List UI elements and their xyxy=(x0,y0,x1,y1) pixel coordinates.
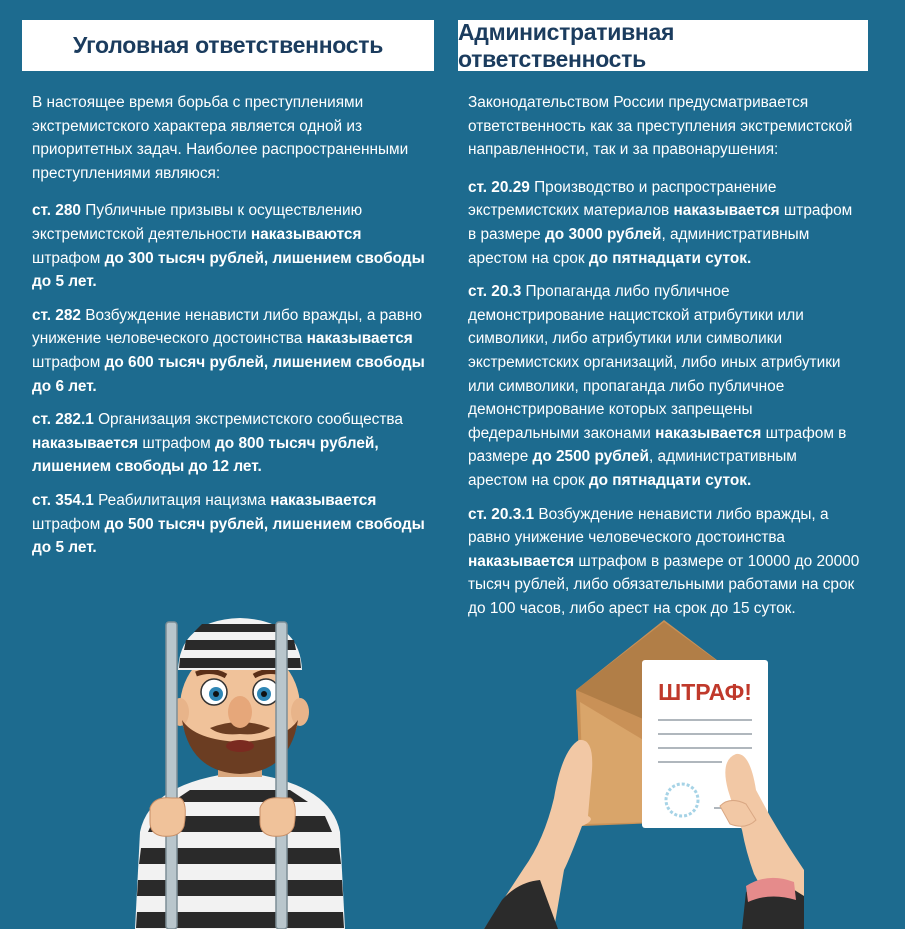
criminal-liability-column xyxy=(22,0,434,570)
article-text: , административным арестом на срок xyxy=(468,448,797,489)
article-number: ст. 280 xyxy=(32,202,81,220)
penalty-highlight: наказывается xyxy=(32,434,139,452)
article-number: ст. 282 xyxy=(32,306,81,324)
criminal-article xyxy=(22,199,434,293)
criminal-article xyxy=(22,304,434,398)
penalty-highlight: наказываются xyxy=(250,225,362,243)
article-text: Возбуждение ненависти либо вражды, а равно унижение человеческого достоинства xyxy=(32,306,423,348)
criminal-liability-title: Уголовная ответственность xyxy=(22,20,434,71)
article-text: штрафом xyxy=(32,249,105,267)
penalty-highlight: наказывается xyxy=(306,330,413,348)
prisoner-illustration xyxy=(110,612,370,929)
article-text: штрафом в размере от 10000 до 20000 тысяч рублей, либо обязательными работами на срок до 100 часов, либо арест на срок до 15 суток. xyxy=(468,552,860,617)
administrative-articles-list xyxy=(458,176,868,621)
article-number: ст. 20.3 xyxy=(468,283,522,301)
article-text: штрафом xyxy=(138,434,216,452)
article-number: ст. 354.1 xyxy=(32,491,94,509)
administrative-liability-title: Административная ответственность xyxy=(458,20,868,71)
penalty-highlight: наказывается xyxy=(468,552,575,570)
article-text: штрафом xyxy=(32,353,105,371)
article-text: Производство и распространение экстремистских материалов xyxy=(468,178,777,220)
fine-label: ШТРАФ! xyxy=(658,679,752,705)
administrative-intro: Законодательством России предусматривается ответственность как за преступления экстремистской направленности, так и за правонарушения: xyxy=(468,94,853,159)
penalty-highlight: наказывается xyxy=(655,424,762,442)
penalty-highlight: до 3000 рублей xyxy=(545,225,662,243)
article-text: штрафом xyxy=(32,515,105,533)
article-number: ст. 282.1 xyxy=(32,411,94,429)
article-text: Организация экстремистского сообщества xyxy=(93,411,403,429)
penalty-highlight: до 600 тысяч рублей, лишением свободы до 6 лет. xyxy=(32,353,425,395)
penalty-highlight: до пятнадцати суток. xyxy=(588,471,752,489)
article-number: ст. 20.3.1 xyxy=(468,505,535,523)
article-text: штрафом в размере xyxy=(468,424,847,466)
penalty-highlight: до 300 тысяч рублей, лишением свободы до 5 лет. xyxy=(32,249,425,291)
administrative-liability-column xyxy=(458,0,868,630)
administrative-article xyxy=(458,503,868,621)
criminal-intro: В настоящее время борьба с преступлениями экстремистского характера является одной из приоритетных задач. Наиболее распространенными преступлениями являюся: xyxy=(32,94,409,182)
fine-envelope-illustration xyxy=(484,620,804,929)
penalty-highlight: до 500 тысяч рублей, лишением свободы до 5 лет. xyxy=(32,515,425,557)
article-text: штрафом в размере xyxy=(468,202,853,243)
administrative-article xyxy=(458,280,868,492)
article-text: Публичные призывы к осуществлению экстремистской деятельности xyxy=(32,202,363,243)
article-text: Возбуждение ненависти либо вражды, а равно унижение человеческого достоинства xyxy=(468,505,829,547)
penalty-highlight: наказывается xyxy=(270,491,377,509)
penalty-highlight: до пятнадцати суток. xyxy=(588,249,752,267)
penalty-highlight: наказывается xyxy=(673,202,780,220)
article-number: ст. 20.29 xyxy=(468,178,530,196)
article-text: Пропаганда либо публичное демонстрирование нацистской атрибутики или символики, либо атрибутики или символики экстремистских организаций, либо иных атрибутики или символики, пропаганда либо публичное демонстрирование которых запрещены федеральными законами xyxy=(468,283,841,442)
article-text: Реабилитация нацизма xyxy=(93,491,271,509)
criminal-article xyxy=(22,408,434,479)
prisoner-head xyxy=(171,618,309,777)
criminal-articles-list xyxy=(22,199,434,559)
criminal-article xyxy=(22,489,434,560)
administrative-article xyxy=(458,176,868,270)
article-text: , административным арестом на срок xyxy=(468,225,810,267)
penalty-highlight: до 800 тысяч рублей, лишением свободы до 12 лет. xyxy=(32,434,379,476)
penalty-highlight: до 2500 рублей xyxy=(532,448,649,466)
